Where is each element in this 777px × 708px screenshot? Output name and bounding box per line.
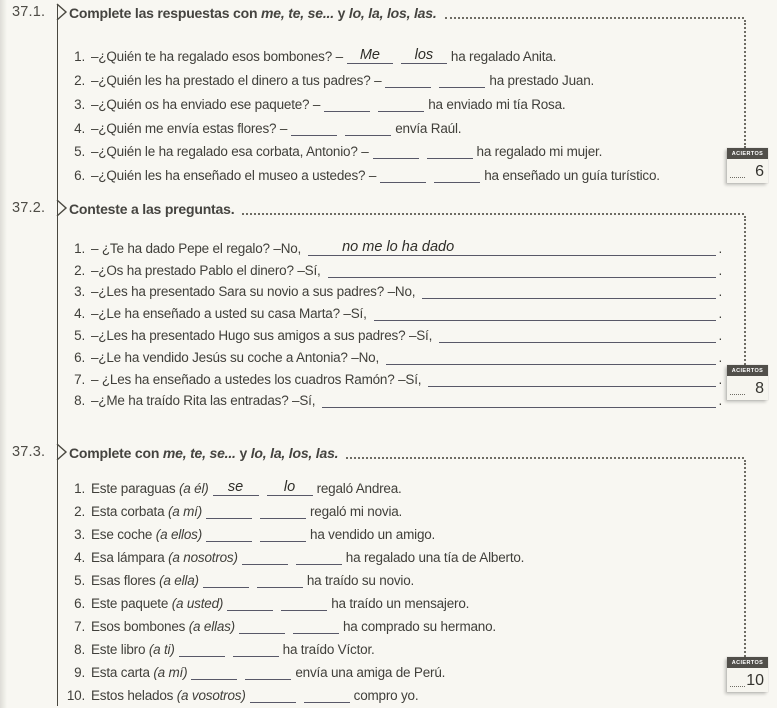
item-text: [91, 121, 461, 137]
item-completion: ha traído Víctor.: [282, 642, 375, 657]
answer-blank[interactable]: [206, 504, 252, 519]
exercise-item: [65, 344, 722, 366]
exercise-item: [65, 235, 722, 257]
exercise-item: [65, 322, 722, 344]
answer-blank[interactable]: [434, 168, 480, 183]
item-text: [91, 642, 375, 658]
item-pronoun-hint: (a ti): [148, 642, 175, 657]
item-number: 1.: [74, 240, 85, 256]
item-subject: Este libro: [91, 642, 149, 657]
item-completion: regaló Andrea.: [316, 481, 402, 496]
item-number: 2.: [74, 504, 85, 519]
item-number: 3.: [74, 284, 85, 300]
aciertos-body: [727, 668, 768, 692]
item-completion: compro yo.: [353, 688, 419, 703]
dotted-leader: [242, 213, 744, 215]
exercise-item: [65, 612, 777, 635]
answer-blank[interactable]: [345, 121, 391, 136]
dotted-connector: [744, 20, 746, 148]
exercise-item: [65, 41, 777, 65]
aciertos-body: [727, 159, 768, 183]
exercise-37-1: [0, 2, 777, 184]
sentence-period: .: [718, 262, 722, 278]
item-number: 2.: [74, 72, 85, 88]
item-text: [91, 97, 565, 113]
item-text: [91, 550, 524, 566]
answer-blank[interactable]: [385, 73, 431, 88]
answer-blank[interactable]: [296, 550, 342, 565]
answer-blank[interactable]: [386, 350, 716, 365]
dotted-connector: [744, 460, 746, 657]
item-question: – ¿Les ha enseñado a ustedes los cuadros Ramón? –Sí,: [91, 371, 422, 387]
item-text: [91, 688, 418, 704]
score-dotted-line: [730, 177, 745, 178]
answer-blank[interactable]: [267, 481, 313, 496]
answer-blank[interactable]: [322, 393, 716, 408]
title-part: y: [235, 445, 251, 461]
item-text: [91, 504, 402, 520]
item-number: 8.: [74, 642, 85, 657]
item-question: –¿Quién les ha prestado el dinero a tus padres? –: [91, 72, 382, 88]
item-question: –¿Quién les ha enseñado el museo a ustedes? –: [91, 168, 377, 184]
item-number: 5.: [74, 327, 85, 343]
item-completion: envía una amiga de Perú.: [295, 665, 446, 680]
answer-blank[interactable]: [324, 97, 370, 112]
aciertos-label: ACIERTOS: [727, 657, 768, 668]
item-text: [91, 596, 469, 612]
item-pronoun-hint: (a él): [179, 481, 209, 496]
handwritten-answer: no me lo ha dado: [342, 238, 455, 255]
exercise-items: [65, 235, 722, 409]
answer-blank[interactable]: [203, 573, 249, 588]
sentence-period: .: [718, 284, 722, 300]
exercise-items: [65, 41, 777, 184]
item-completion: ha regalado una tía de Alberto.: [345, 550, 525, 565]
sentence-period: .: [718, 306, 722, 322]
item-text: [91, 665, 445, 681]
item-text: [91, 527, 435, 543]
answer-blank[interactable]: [308, 238, 716, 256]
item-question: –¿Les ha presentado Hugo sus amigos a sus padres? –Sí,: [91, 327, 433, 343]
item-number: 4.: [74, 550, 85, 565]
answer-blank[interactable]: [213, 481, 259, 496]
item-question: –¿Me ha traído Rita las entradas? –Sí,: [91, 393, 316, 409]
item-number: 3.: [74, 527, 85, 542]
exercise-header: [0, 198, 777, 218]
sentence-period: .: [718, 240, 722, 256]
item-text: [91, 168, 660, 184]
item-completion: ha enviado mi tía Rosa.: [428, 96, 566, 112]
answer-blank[interactable]: [257, 573, 303, 588]
exercise-item: [65, 113, 777, 137]
dotted-connector: [744, 216, 746, 365]
item-text: [91, 619, 496, 635]
exercise-item: [65, 543, 777, 566]
item-completion: regaló mi novia.: [310, 504, 403, 519]
exercise-item: [65, 300, 722, 322]
answer-blank[interactable]: [206, 527, 252, 542]
exercise-item: [65, 589, 777, 612]
item-question: –¿Quién os ha enviado ese paquete? –: [91, 96, 321, 112]
title-part: me, te, se...: [162, 445, 236, 461]
exercise-37-3: [0, 442, 777, 704]
item-completion: ha regalado Anita.: [450, 48, 557, 64]
answer-blank[interactable]: [401, 46, 447, 64]
sentence-period: .: [718, 327, 722, 343]
exercise-item: [65, 681, 777, 704]
answer-blank[interactable]: [378, 97, 424, 112]
handwritten-answer: los: [414, 46, 434, 63]
chevron-right-icon: [56, 443, 68, 461]
item-question: –¿Quién te ha regalado esos bombones? –: [91, 48, 343, 64]
item-completion: ha comprado su hermano.: [342, 619, 496, 634]
score-dotted-line: [730, 394, 745, 395]
answer-blank[interactable]: [291, 121, 337, 136]
exercise-title: [69, 444, 338, 462]
exercise-item: [65, 566, 777, 589]
aciertos-count: 8: [755, 380, 764, 397]
exercise-item: [65, 160, 777, 184]
answer-blank[interactable]: [328, 263, 717, 278]
chevron-right-icon: [56, 3, 68, 21]
answer-blank[interactable]: [428, 372, 716, 387]
item-subject: Este paquete: [91, 596, 172, 611]
item-completion: ha traído un mensajero.: [331, 596, 470, 611]
item-completion: ha regalado mi mujer.: [476, 144, 603, 160]
answer-blank[interactable]: [281, 596, 327, 611]
answer-blank[interactable]: [439, 328, 716, 343]
answer-blank[interactable]: [380, 168, 426, 183]
item-completion: envía Raúl.: [395, 120, 462, 136]
title-part: Complete con: [69, 445, 163, 461]
item-subject: Esas flores: [91, 573, 160, 588]
exercise-item: [65, 474, 777, 497]
exercise-item: [65, 366, 722, 388]
answer-blank[interactable]: [304, 688, 350, 703]
title-part: Conteste a las preguntas.: [69, 201, 235, 217]
item-subject: Esta corbata: [91, 504, 168, 519]
item-pronoun-hint: (a vosotros): [176, 688, 246, 703]
item-question: – ¿Te ha dado Pepe el regalo? –No,: [91, 240, 302, 256]
item-number: 6.: [74, 168, 85, 184]
aciertos-count: 6: [755, 163, 764, 180]
item-completion: ha enseñado un guía turístico.: [484, 168, 660, 184]
item-pronoun-hint: (a ellas): [188, 619, 235, 634]
exercise-header: [0, 442, 777, 462]
item-number: 7.: [74, 619, 85, 634]
exercise-item: [65, 65, 777, 89]
answer-blank[interactable]: [227, 596, 273, 611]
item-pronoun-hint: (a nosotros): [168, 550, 238, 565]
item-text: [91, 481, 402, 497]
item-number: 10.: [66, 688, 85, 703]
dotted-leader: [346, 457, 744, 459]
item-text: [91, 573, 414, 589]
answer-blank[interactable]: [179, 642, 225, 657]
item-subject: Este paraguas: [91, 481, 180, 496]
exercise-title: [69, 4, 437, 22]
item-subject: Ese coche: [91, 527, 156, 542]
answer-blank[interactable]: [242, 550, 288, 565]
item-number: 5.: [74, 144, 85, 160]
item-completion: ha prestado Juan.: [489, 72, 595, 88]
item-question: –¿Quién le ha regalado esa corbata, Antonio? –: [91, 144, 369, 160]
answer-blank[interactable]: [293, 619, 339, 634]
item-subject: Estos helados: [91, 688, 177, 703]
aciertos-badge: [727, 148, 768, 183]
item-completion: ha vendido un amigo.: [310, 527, 436, 542]
answer-blank[interactable]: [347, 46, 393, 64]
exercise-37-2: [0, 198, 777, 409]
chevron-right-icon: [56, 199, 68, 217]
title-part: y: [333, 5, 349, 21]
exercise-items: [65, 474, 777, 704]
item-number: 6.: [74, 349, 85, 365]
item-question: –¿Quién me envía estas flores? –: [91, 120, 288, 136]
aciertos-body: [727, 376, 768, 400]
item-pronoun-hint: (a mí): [153, 665, 188, 680]
score-dotted-line: [730, 686, 745, 687]
answer-blank[interactable]: [373, 144, 419, 159]
exercise-item: [65, 257, 722, 279]
dotted-leader: [445, 17, 744, 19]
title-part: me, te, se...: [261, 5, 334, 21]
item-number: 8.: [74, 393, 85, 409]
exercise-number: 37.1.: [12, 4, 46, 20]
item-pronoun-hint: (a usted): [171, 596, 224, 611]
item-number: 1.: [74, 48, 85, 64]
item-completion: ha traído su novio.: [306, 573, 415, 588]
item-number: 3.: [74, 96, 85, 112]
answer-blank[interactable]: [422, 284, 716, 299]
item-text: [91, 73, 594, 89]
aciertos-label: ACIERTOS: [727, 365, 768, 376]
item-text: [91, 144, 602, 160]
answer-blank[interactable]: [427, 144, 473, 159]
item-subject: Esa lámpara: [91, 550, 169, 565]
exercise-number: 37.3.: [12, 444, 46, 460]
item-number: 5.: [74, 573, 85, 588]
item-number: 7.: [74, 371, 85, 387]
answer-blank[interactable]: [374, 306, 717, 321]
item-number: 2.: [74, 262, 85, 278]
exercise-item: [65, 658, 777, 681]
item-pronoun-hint: (a ellos): [155, 527, 203, 542]
aciertos-badge: [727, 657, 768, 692]
answer-blank[interactable]: [439, 73, 485, 88]
item-question: –¿Le ha enseñado a usted su casa Marta? –Sí,: [91, 306, 367, 322]
item-question: –¿Os ha prestado Pablo el dinero? –Sí,: [91, 262, 321, 278]
exercise-item: [65, 388, 722, 410]
exercise-number: 37.2.: [12, 200, 46, 216]
title-part: lo, la, los, las.: [250, 445, 339, 461]
handwritten-answer: Me: [359, 46, 380, 63]
sentence-period: .: [718, 371, 722, 387]
item-question: –¿Le ha vendido Jesús su coche a Antonia? –No,: [91, 349, 380, 365]
item-subject: Esos bombones: [91, 619, 189, 634]
sentence-period: .: [718, 393, 722, 409]
item-text: [91, 46, 557, 65]
answer-blank[interactable]: [260, 504, 306, 519]
item-number: 4.: [74, 120, 85, 136]
exercise-item: [65, 89, 777, 113]
answer-blank[interactable]: [191, 665, 237, 680]
exercise-header: [0, 2, 777, 22]
exercise-item: [65, 635, 777, 658]
item-pronoun-hint: (a mí): [167, 504, 202, 519]
answer-blank[interactable]: [233, 642, 279, 657]
exercise-item: [65, 137, 777, 161]
answer-blank[interactable]: [245, 665, 291, 680]
handwritten-answer: lo: [283, 479, 296, 495]
answer-blank[interactable]: [250, 688, 296, 703]
item-number: 9.: [74, 665, 85, 680]
exercise-item: [65, 520, 777, 543]
answer-blank[interactable]: [260, 527, 306, 542]
exercise-item: [65, 279, 722, 301]
item-subject: Esta carta: [91, 665, 154, 680]
exercise-item: [65, 497, 777, 520]
aciertos-badge: [727, 365, 768, 400]
item-number: 4.: [74, 306, 85, 322]
title-part: lo, la, los, las.: [348, 5, 437, 21]
title-part: Complete las respuestas con: [69, 5, 262, 21]
item-question: –¿Les ha presentado Sara su novio a sus padres? –No,: [91, 284, 416, 300]
item-number: 1.: [74, 481, 85, 496]
exercise-title: [69, 200, 234, 218]
aciertos-label: ACIERTOS: [727, 148, 768, 159]
handwritten-answer: se: [227, 479, 244, 495]
item-pronoun-hint: (a ella): [159, 573, 199, 588]
item-number: 6.: [74, 596, 85, 611]
sentence-period: .: [718, 349, 722, 365]
answer-blank[interactable]: [239, 619, 285, 634]
aciertos-count: 10: [746, 672, 764, 689]
